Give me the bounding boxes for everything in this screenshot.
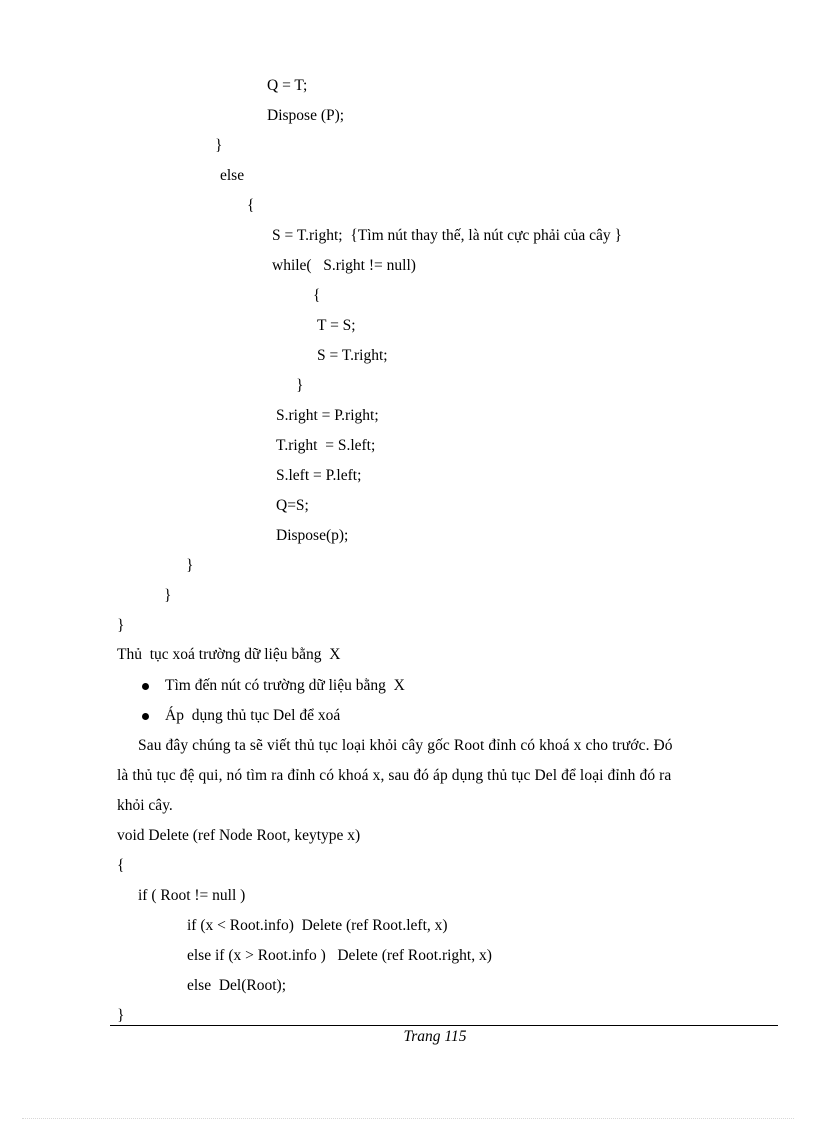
code-line: while( S.right != null) bbox=[272, 257, 416, 274]
code-line: else if (x > Root.info ) Delete (ref Root.right, x) bbox=[187, 947, 492, 964]
code-line: { bbox=[247, 197, 255, 214]
code-line: T = S; bbox=[317, 317, 356, 334]
paragraph-line: khỏi cây. bbox=[117, 797, 173, 814]
code-line: S.right = P.right; bbox=[276, 407, 379, 424]
code-line: void Delete (ref Node Root, keytype x) bbox=[117, 827, 361, 844]
bullet-item: Áp dụng thủ tục Del để xoá bbox=[165, 707, 341, 724]
code-line: else bbox=[220, 167, 245, 184]
code-line: { bbox=[313, 287, 321, 304]
code-line: Q=S; bbox=[276, 497, 309, 514]
code-line: T.right = S.left; bbox=[276, 437, 376, 454]
bullet-icon bbox=[142, 713, 149, 720]
code-line: S.left = P.left; bbox=[276, 467, 362, 484]
footer-rule bbox=[110, 1025, 778, 1026]
code-line: } bbox=[117, 1007, 125, 1024]
code-line: Dispose (P); bbox=[267, 107, 345, 124]
code-line: Dispose(p); bbox=[276, 527, 349, 544]
code-line: } bbox=[296, 377, 304, 394]
bullet-icon bbox=[142, 683, 149, 690]
section-heading: Thủ tục xoá trường dữ liệu bằng X bbox=[117, 646, 341, 663]
page-edge bbox=[22, 1118, 794, 1119]
code-line: } bbox=[215, 137, 223, 154]
code-line: } bbox=[186, 557, 194, 574]
code-line: S = T.right; {Tìm nút thay thế, là nút cực phải của cây } bbox=[272, 227, 622, 244]
code-line: } bbox=[164, 587, 172, 604]
code-line: else Del(Root); bbox=[187, 977, 287, 994]
code-line: Q = T; bbox=[267, 77, 308, 94]
page-number: Trang 115 bbox=[403, 1028, 467, 1045]
paragraph-line: là thủ tục đệ qui, nó tìm ra đỉnh có khoá x, sau đó áp dụng thủ tục Del để loại đỉnh đó ra bbox=[117, 767, 672, 784]
paragraph-line: Sau đây chúng ta sẽ viết thủ tục loại khỏi cây gốc Root đỉnh có khoá x cho trước. Đó bbox=[138, 737, 673, 754]
code-line: } bbox=[117, 617, 125, 634]
code-line: if (x < Root.info) Delete (ref Root.left, x) bbox=[187, 917, 448, 934]
code-line: if ( Root != null ) bbox=[138, 887, 246, 904]
bullet-item: Tìm đến nút có trường dữ liệu bằng X bbox=[165, 677, 405, 694]
code-line: S = T.right; bbox=[317, 347, 388, 364]
code-line: { bbox=[117, 857, 125, 874]
